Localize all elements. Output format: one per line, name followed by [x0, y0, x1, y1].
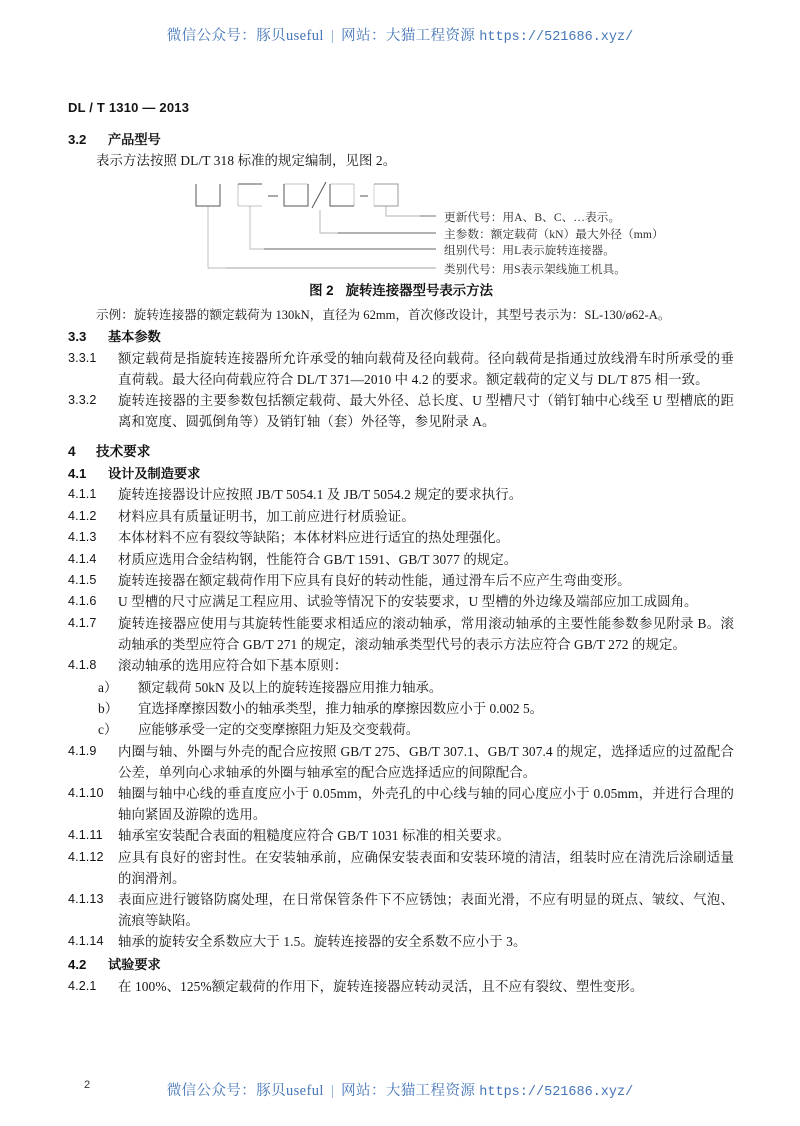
watermark-top: [0, 24, 800, 45]
clause-4-1-9-text: 内圈与轴、外圈与外壳的配合应按照 GB/T 275、GB/T 307.1、GB/T 307.4 的规定，选择适应的过盈配合公差，单列向心求轴承的外圈与轴承室的配合应选择适应的间隙配合。: [118, 743, 734, 780]
figure-2: [68, 176, 734, 302]
clause-4-1-1-text: 旋转连接器设计应按照 JB/T 5054.1 及 JB/T 5054.2 规定的要求执行。: [118, 487, 523, 503]
clause-4-1-10-number: 4.1.10: [68, 786, 104, 801]
heading-4-1-title: 设计及制造要求: [108, 465, 201, 481]
heading-4-2-title: 试验要求: [108, 957, 161, 973]
heading-3-3-number: 3.3: [68, 329, 87, 345]
watermark-wechat-label: 微信公众号：: [166, 28, 257, 44]
watermark-site-value: 大猫工程资源: [385, 28, 476, 44]
watermark-url: https://521686.xyz/: [479, 30, 634, 45]
heading-4-1: [68, 464, 734, 484]
watermark-bottom-wechat-label: 微信公众号：: [166, 1083, 257, 1099]
watermark-site-label: 网站：: [341, 28, 386, 44]
clause-4-1-4-text: 材质应选用合金结构钢，性能符合 GB/T 1591、GB/T 3077 的规定。: [118, 551, 518, 567]
list-item-b-label: b）: [98, 700, 119, 716]
list-item-c-text: 应能够承受一定的交变摩擦阻力矩及交变载荷。: [138, 722, 420, 738]
clause-4-1-3-number: 4.1.3: [68, 530, 97, 545]
heading-4-1-number: 4.1: [68, 465, 87, 481]
clause-4-1-6-text: U 型槽的尺寸应满足工程应用、试验等情况下的安装要求，U 型槽的外边缘及端部应加工成圆角。: [118, 594, 698, 610]
list-item-c-label: c）: [98, 722, 118, 738]
figure-legend-item-category-code: 类别代号：用S表示架线施工机具。: [444, 263, 626, 277]
clause-4-1-4-number: 4.1.4: [68, 551, 97, 566]
clause-4-1-2: [68, 507, 734, 528]
clause-4-1-10: [68, 784, 734, 826]
clause-4-2-1-text: 在 100%、125%额定载荷的作用下，旋转连接器应转动灵活，且不应有裂纹、塑性变形。: [118, 978, 644, 994]
watermark-bottom-site-label: 网站：: [341, 1083, 386, 1099]
list-item-a: [68, 678, 734, 699]
clause-4-1-12-text: 应具有良好的密封性。在安装轴承前，应确保安装表面和安装环境的清洁，组装时应在清洗后涂刷适量的润滑剂。: [118, 849, 734, 886]
document-body: [68, 128, 734, 998]
clause-3-3-1-number: 3.3.1: [68, 350, 97, 365]
clause-4-1-13: [68, 890, 734, 932]
clause-3-3-1: [68, 349, 734, 391]
clause-4-1-9: [68, 742, 734, 784]
clause-4-1-14-text: 轴承的旋转安全系数应大于 1.5。旋转连接器的安全系数不应小于 3。: [118, 934, 527, 950]
clause-4-1-7-text: 旋转连接器应使用与其旋转性能要求相适应的滚动轴承，常用滚动轴承的主要性能参数参见附录 B。滚动轴承的类型应符合 GB/T 271 的规定，滚动轴承类型代号的表示方法应符合 GB/T 272 的规定。: [118, 615, 734, 652]
watermark-bottom-separator: |: [330, 1083, 335, 1099]
clause-4-1-11-text: 轴承室安装配合表面的粗糙度应符合 GB/T 1031 标准的相关要求。: [118, 828, 510, 844]
clause-3-3-2-number: 3.3.2: [68, 393, 97, 408]
figure-legend-item-group-code: 组别代号：用L表示旋转连接器。: [444, 244, 615, 258]
heading-3-3-title: 基本参数: [108, 329, 161, 345]
watermark-bottom-wechat-value: 豚贝useful: [256, 1083, 324, 1099]
clause-4-1-9-number: 4.1.9: [68, 743, 97, 758]
clause-4-1-1-number: 4.1.1: [68, 487, 97, 502]
clause-4-1-11-number: 4.1.11: [68, 828, 103, 843]
clause-4-1-7-number: 4.1.7: [68, 615, 97, 630]
clause-4-1-12: [68, 848, 734, 890]
figure-2-example: 示例：旋转连接器的额定载荷为 130kN，直径为 62mm，首次修改设计，其型号表示为：SL-130/ø62-A。: [96, 308, 671, 323]
clause-3-3-2-text: 旋转连接器的主要参数包括额定载荷、最大外径、总长度、U 型槽尺寸（销钉轴中心线至 U 型槽底的距离和宽度、圆弧倒角等）及销钉轴（套）外径等，参见附录 A。: [118, 393, 734, 429]
heading-3-2-title: 产品型号: [108, 132, 161, 147]
figure-legend-item-update-code: 更新代号：用A、B、C、…表示。: [444, 211, 621, 225]
clause-4-1-8-number: 4.1.8: [68, 658, 97, 673]
heading-4-title: 技术要求: [96, 443, 151, 459]
clause-4-1-10-text: 轴圈与轴中心线的垂直度应小于 0.05mm，外壳孔的中心线与轴的同心度应小于 0.05mm，并进行合理的轴向紧固及游隙的选用。: [118, 786, 734, 822]
list-item-c: [68, 720, 734, 741]
clause-3-3-1-text: 额定载荷是指旋转连接器所允许承受的轴向载荷及径向载荷。径向载荷是指通过放线滑车时所承受的垂直荷载。最大径向荷载应符合 DL/T 371—2010 中 4.2 的要求。额定载荷的定义与 DL/T 875 相一致。: [118, 350, 734, 387]
figure-legend-item-main-parameter: 主参数：额定载荷（kN）最大外径（mm）: [444, 228, 664, 242]
clause-4-1-3-text: 本体材料不应有裂纹等缺陷；本体材料应进行适宜的热处理强化。: [118, 530, 510, 546]
watermark-separator: |: [330, 28, 335, 44]
list-item-a-text: 额定载荷 50kN 及以上的旋转连接器应用推力轴承。: [138, 679, 443, 695]
clause-4-1-8: [68, 656, 734, 677]
figure-2-caption-number: 图 2: [309, 283, 334, 299]
heading-4-2-number: 4.2: [68, 957, 87, 973]
clause-4-1-14-number: 4.1.14: [68, 934, 104, 949]
clause-4-1-11: [68, 826, 734, 847]
clause-4-1-13-number: 4.1.13: [68, 892, 104, 907]
clause-4-1-7: [68, 614, 734, 656]
clause-4-1-5-text: 旋转连接器在额定载荷作用下应具有良好的转动性能，通过滑车后不应产生弯曲变形。: [118, 572, 631, 588]
clause-4-1-2-text: 材料应具有质量证明书，加工前应进行材质验证。: [118, 508, 415, 524]
heading-3-3: [68, 327, 734, 347]
clause-4-2-1-number: 4.2.1: [68, 978, 97, 993]
figure-2-caption: [68, 280, 734, 299]
clause-4-1-4: [68, 550, 734, 571]
clause-4-1-6-number: 4.1.6: [68, 594, 97, 609]
running-head: DL / T 1310 — 2013: [68, 100, 190, 115]
clause-4-1-13-text: 表面应进行镀铬防腐处理，在日常保管条件下不应锈蚀；表面光滑，不应有明显的斑点、皱纹、气泡、流痕等缺陷。: [118, 892, 734, 928]
list-item-b-text: 宜选择摩擦因数小的轴承类型，推力轴承的摩擦因数应小于 0.002 5。: [138, 700, 544, 716]
clause-4-1-3: [68, 528, 734, 549]
clause-4-1-5-number: 4.1.5: [68, 572, 97, 587]
clause-4-1-5: [68, 571, 734, 592]
watermark-bottom-site-value: 大猫工程资源: [385, 1083, 476, 1099]
clause-4-1-14: [68, 932, 734, 953]
list-item-a-label: a）: [98, 679, 118, 695]
clause-4-1-12-number: 4.1.12: [68, 849, 104, 864]
clause-4-2-1: [68, 977, 734, 998]
clause-4-1-8-text: 滚动轴承的选用应符合如下基本原则：: [118, 658, 348, 674]
page-number: 2: [84, 1079, 91, 1091]
heading-4: [68, 441, 734, 462]
watermark-bottom-url: https://521686.xyz/: [479, 1085, 634, 1100]
clause-4-1-6: [68, 592, 734, 613]
heading-3-2-number: 3.2: [68, 132, 87, 147]
heading-4-number: 4: [68, 443, 76, 459]
paragraph-3-2-body: 表示方法按照 DL/T 318 标准的规定编制，见图 2。: [96, 153, 397, 169]
heading-3-2: [68, 130, 734, 150]
list-item-b: [68, 699, 734, 720]
clause-4-1-2-number: 4.1.2: [68, 508, 97, 523]
heading-4-2: [68, 955, 734, 975]
clause-4-1-1: [68, 485, 734, 506]
watermark-bottom: [0, 1079, 800, 1100]
figure-2-caption-title: 旋转连接器型号表示方法: [345, 283, 493, 299]
clause-3-3-2: [68, 391, 734, 433]
watermark-wechat-value: 豚贝useful: [256, 28, 324, 44]
